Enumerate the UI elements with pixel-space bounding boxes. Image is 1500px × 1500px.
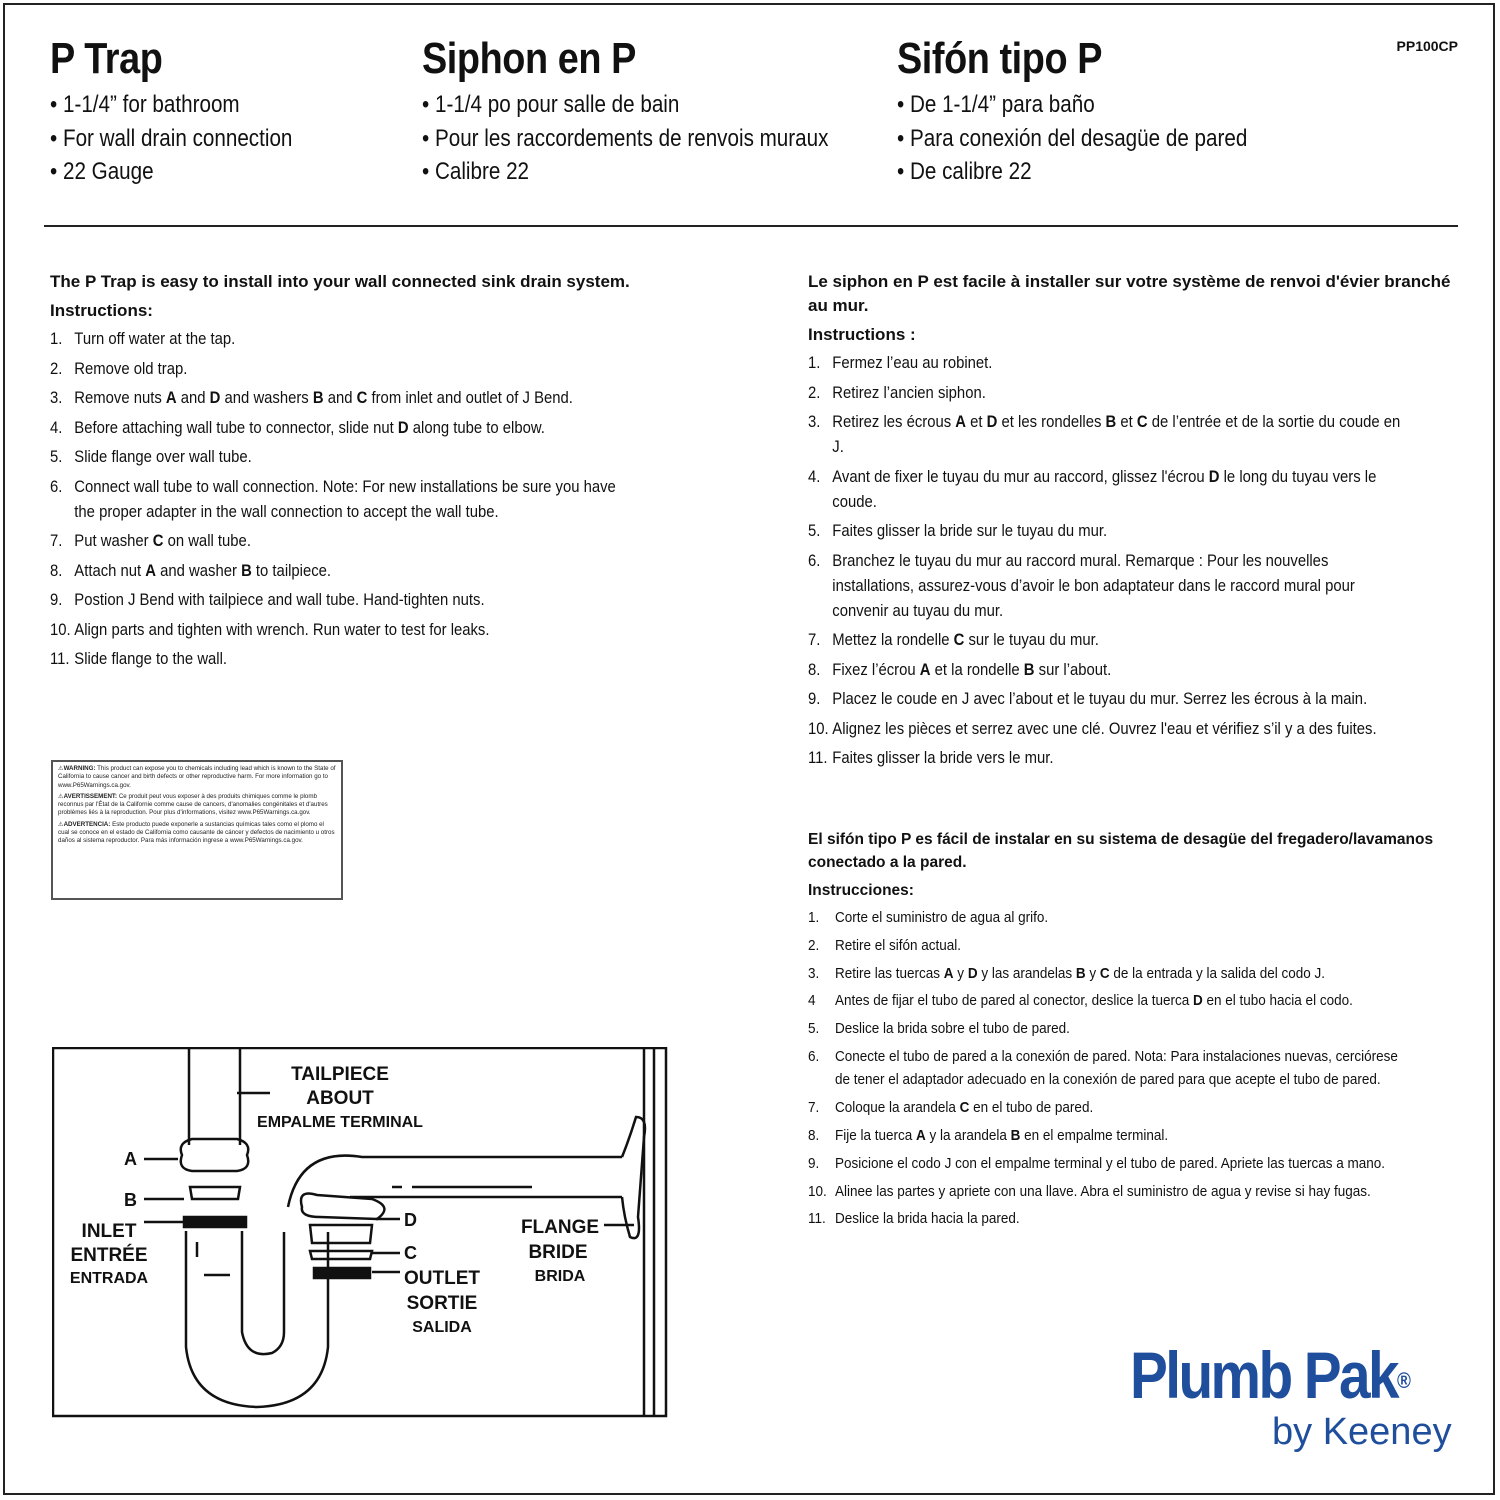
instructions-spanish xyxy=(808,828,1478,1235)
step-number: 4. xyxy=(808,467,821,486)
step-text: Alignez les pièces et serrez avec une clé. Ouvrez l'eau et vérifiez s’il y a des fuites. xyxy=(832,719,1377,738)
step-item xyxy=(50,386,617,411)
label-a: A xyxy=(124,1149,137,1169)
step-text: Faites glisser la bride vers le mur. xyxy=(832,749,1054,767)
step-number: 5. xyxy=(808,522,821,540)
step-text: Remove nuts A and D and washers B and C from inlet and outlet of J Bend. xyxy=(74,389,573,407)
step-text: Fije la tuerca A y la arandela B en el empalme terminal. xyxy=(835,1127,1169,1145)
step-text: Antes de fijar el tubo de pared al conector, deslice la tuerca D en el tubo hacia el codo. xyxy=(835,992,1353,1010)
step-item xyxy=(808,746,1402,771)
instructions-english xyxy=(50,270,680,677)
step-item xyxy=(808,906,1411,930)
step-item xyxy=(808,989,1411,1013)
feature-item: • De calibre 22 xyxy=(897,158,1032,185)
step-item xyxy=(808,1152,1411,1176)
product-code: PP100CP xyxy=(1396,38,1458,54)
step-text: Postion J Bend with tailpiece and wall tube. Hand-tighten nuts. xyxy=(74,591,485,609)
step-item xyxy=(808,351,1402,376)
feature-item: • De 1-1/4” para baño xyxy=(897,91,1095,118)
label-about: ABOUT xyxy=(306,1088,374,1109)
logo-byline: by Keeney xyxy=(1272,1411,1452,1453)
step-text: Fixez l’écrou A et la rondelle B sur l’about. xyxy=(832,660,1112,679)
step-number: 6. xyxy=(808,551,821,570)
step-text: Branchez le tuyau du mur au raccord mural. Remarque : Pour les nouvelles installations, assurez-vous d’avoir le bon adaptateur dans le raccord mural pour convenir au tuyau du mur. xyxy=(832,551,1355,620)
step-text: Alinee las partes y apriete con una llave. Abra el suministro de agua y revise si hay fugas. xyxy=(835,1182,1371,1200)
step-text: Remove old trap. xyxy=(74,359,188,378)
step-item xyxy=(50,647,617,672)
flange xyxy=(622,1117,645,1238)
step-item xyxy=(808,628,1402,653)
step-list xyxy=(50,327,680,672)
prop65-warning-box xyxy=(51,760,343,900)
step-number: 10. xyxy=(808,719,829,738)
intro-text: Le siphon en P est facile à installer sur votre système de renvoi d'évier branché au mur. xyxy=(808,272,1451,315)
step-text: Attach nut A and washer B to tailpiece. xyxy=(74,561,332,580)
step-number: 11. xyxy=(50,650,70,668)
intro-text: El sifón tipo P es fácil de instalar en su sistema de desagüe del fregadero/lavamanos conectado a la pared. xyxy=(808,831,1434,871)
inlet-band xyxy=(184,1217,246,1227)
warning-english: ⚠WARNING: This product can expose you to chemicals including lead which is known to the State of California to cause cancer and birth defects or other reproductive harm. For more information go to www.P65Warnings.ca.gov. xyxy=(58,765,336,789)
step-number: 7. xyxy=(808,631,821,649)
step-text: Mettez la rondelle C sur le tuyau du mur. xyxy=(832,631,1099,649)
title-english: P Trap xyxy=(50,34,163,83)
logo-wordmark: Plumb Pak® xyxy=(1130,1338,1411,1412)
divider xyxy=(44,225,1458,227)
warning-french: ⚠AVERTISSEMENT: Ce produit peut vous exposer à des produits chimiques comme le plomb reconnus par l'État de la Californie comme cause de cancers, d'anomalies congénitales et d'autres problèmes liés à la reproduction. Pour plus d'informations, visitez www.P65Warnings.ca.gov. xyxy=(58,792,328,817)
step-item xyxy=(808,381,1402,406)
step-number: 1. xyxy=(50,330,63,348)
step-text: Avant de fixer le tuyau du mur au raccord, glissez l'écrou D le long du tuyau vers le coude. xyxy=(832,467,1377,511)
step-text: Faites glisser la bride sur le tuyau du mur. xyxy=(832,522,1108,540)
j-bend-inner xyxy=(242,1231,284,1354)
step-item xyxy=(808,1124,1411,1148)
feature-list-english xyxy=(50,88,332,189)
step-item xyxy=(808,519,1402,544)
label-brida: BRIDA xyxy=(534,1268,586,1285)
step-number: 5. xyxy=(50,448,63,466)
step-text: Put washer C on wall tube. xyxy=(74,532,251,550)
step-text: Turn off water at the tap. xyxy=(74,330,236,348)
step-number: 11. xyxy=(808,749,828,767)
step-list xyxy=(808,351,1468,771)
step-item xyxy=(50,357,617,382)
step-item xyxy=(808,549,1402,624)
step-text: Posicione el codo J con el empalme terminal y el tubo de pared. Apriete las tuercas a mano. xyxy=(835,1154,1386,1172)
nut-d-thread xyxy=(310,1225,372,1243)
step-number: 3. xyxy=(50,389,63,407)
step-item xyxy=(808,658,1402,683)
wall-tube-top xyxy=(288,1156,622,1207)
step-text: Deslice la brida hacia la pared. xyxy=(835,1210,1020,1228)
step-text: Fermez l’eau au robinet. xyxy=(832,354,993,372)
step-number: 10. xyxy=(50,620,71,639)
instructions-french xyxy=(808,270,1468,776)
label-entrada: ENTRADA xyxy=(69,1270,149,1287)
step-number: 1. xyxy=(808,354,821,372)
feature-item: • Calibre 22 xyxy=(422,158,530,185)
step-number: 2. xyxy=(50,359,63,378)
label-flange: FLANGE xyxy=(520,1217,600,1238)
label-b: B xyxy=(124,1190,137,1210)
step-number: 8. xyxy=(808,1127,820,1145)
feature-list-french xyxy=(422,88,895,189)
step-number: 2. xyxy=(808,383,821,402)
step-item xyxy=(50,559,617,584)
step-text: Before attaching wall tube to connector, slide nut D along tube to elbow. xyxy=(74,418,545,437)
nut-a xyxy=(181,1139,249,1171)
feature-list-spanish xyxy=(897,88,1304,189)
feature-item: • 1-1/4 po pour salle de bain xyxy=(422,91,680,118)
step-number: 5. xyxy=(808,1020,820,1038)
label-bride: BRIDE xyxy=(528,1242,588,1263)
label-salida: SALIDA xyxy=(412,1319,472,1336)
step-number: 4 xyxy=(808,992,816,1010)
step-number: 2. xyxy=(808,936,820,954)
outlet-band xyxy=(314,1268,370,1278)
label-outlet: OUTLET xyxy=(404,1268,480,1289)
washer-c xyxy=(310,1251,372,1259)
feature-item: • Pour les raccordements de renvois muraux xyxy=(422,124,829,152)
step-item xyxy=(50,475,617,525)
step-item xyxy=(808,717,1402,742)
feature-item: • 1-1/4” for bathroom xyxy=(50,91,240,118)
step-item xyxy=(808,1180,1411,1204)
feature-item: • 22 Gauge xyxy=(50,158,154,185)
label-tailpiece: TAILPIECE xyxy=(291,1064,389,1085)
header-french xyxy=(422,32,895,189)
step-text: Placez le coude en J avec l’about et le tuyau du mur. Serrez les écrous à la main. xyxy=(832,690,1368,708)
step-text: Coloque la arandela C en el tubo de pared. xyxy=(835,1099,1094,1117)
feature-item: • For wall drain connection xyxy=(50,124,293,152)
step-text: Conecte el tubo de pared a la conexión de pared. Nota: Para instalaciones nuevas, cerciórese de tener el adaptador adecuado en la conexión de pared para que acepte el tubo de pared. xyxy=(835,1047,1398,1089)
step-item xyxy=(50,445,617,470)
step-item xyxy=(808,1045,1411,1092)
intro-text: The P Trap is easy to install into your wall connected sink drain system. xyxy=(50,272,630,291)
label-sortie: SORTIE xyxy=(406,1293,478,1314)
instructions-heading: Instructions: xyxy=(50,301,153,320)
step-number: 7. xyxy=(50,532,63,550)
step-item xyxy=(808,1207,1411,1231)
step-item xyxy=(50,588,617,613)
p-trap-diagram xyxy=(52,1047,668,1418)
step-item xyxy=(50,416,617,441)
step-text: Slide flange over wall tube. xyxy=(74,448,252,466)
step-number: 3. xyxy=(808,413,821,431)
instructions-heading: Instrucciones: xyxy=(808,882,914,899)
label-c: C xyxy=(404,1243,417,1263)
title-spanish: Sifón tipo P xyxy=(897,34,1103,83)
label-d: D xyxy=(404,1210,417,1230)
step-item xyxy=(808,962,1411,986)
step-number: 6. xyxy=(808,1047,820,1065)
j-bend-outer xyxy=(186,1231,328,1407)
step-text: Connect wall tube to wall connection. Note: For new installations be sure you have the proper adapter in the wall connection to accept the wall tube. xyxy=(74,477,616,521)
step-number: 3. xyxy=(808,964,820,982)
step-text: Retire el sifón actual. xyxy=(835,936,962,954)
step-item xyxy=(808,465,1402,515)
header-spanish xyxy=(897,32,1304,189)
step-number: 6. xyxy=(50,477,63,496)
step-number: 4. xyxy=(50,418,63,437)
step-number: 9. xyxy=(808,690,821,708)
title-french: Siphon en P xyxy=(422,34,636,83)
step-item xyxy=(808,934,1411,958)
step-number: 9. xyxy=(808,1154,820,1172)
feature-item: • Para conexión del desagüe de pared xyxy=(897,124,1248,152)
step-text: Retire las tuercas A y D y las arandelas B y C de la entrada y la salida del codo J. xyxy=(835,964,1326,982)
step-number: 11. xyxy=(808,1210,826,1228)
step-number: 1. xyxy=(808,909,820,926)
step-item xyxy=(50,327,617,352)
step-item xyxy=(50,529,617,554)
step-text: Corte el suministro de agua al grifo. xyxy=(835,909,1049,926)
step-text: Align parts and tighten with wrench. Run water to test for leaks. xyxy=(74,620,490,639)
label-empalme-terminal: EMPALME TERMINAL xyxy=(257,1114,423,1131)
plumb-pak-logo xyxy=(1130,1340,1470,1454)
instructions-heading: Instructions : xyxy=(808,325,916,344)
header-english xyxy=(50,32,332,189)
label-entree: ENTRÉE xyxy=(70,1245,148,1266)
step-item xyxy=(50,618,617,643)
step-item xyxy=(808,1096,1411,1120)
step-number: 10. xyxy=(808,1182,827,1200)
step-item xyxy=(808,410,1402,460)
step-item xyxy=(808,1017,1411,1041)
step-text: Slide flange to the wall. xyxy=(74,650,228,668)
step-text: Deslice la brida sobre el tubo de pared. xyxy=(835,1020,1070,1038)
warning-spanish: ⚠ADVERTENCIA: Este producto puede exponerle a sustancias químicas tales como el plomo el cual se conoce en el estado de California como causante de cáncer y defectos de nacimiento u otros daños al sistema reproductor. Para más información ingrese a www.P65Warnings.ca.gov. xyxy=(58,820,335,845)
step-number: 8. xyxy=(50,561,63,580)
step-text: Retirez les écrous A et D et les rondelles B et C de l’entrée et de la sortie du coude en J. xyxy=(832,413,1401,456)
step-number: 8. xyxy=(808,660,821,679)
step-item xyxy=(808,687,1402,712)
step-list xyxy=(808,906,1478,1231)
step-number: 7. xyxy=(808,1099,820,1117)
step-text: Retirez l’ancien siphon. xyxy=(832,383,986,402)
label-inlet: INLET xyxy=(81,1221,137,1242)
step-number: 9. xyxy=(50,591,63,609)
washer-b xyxy=(190,1187,240,1199)
